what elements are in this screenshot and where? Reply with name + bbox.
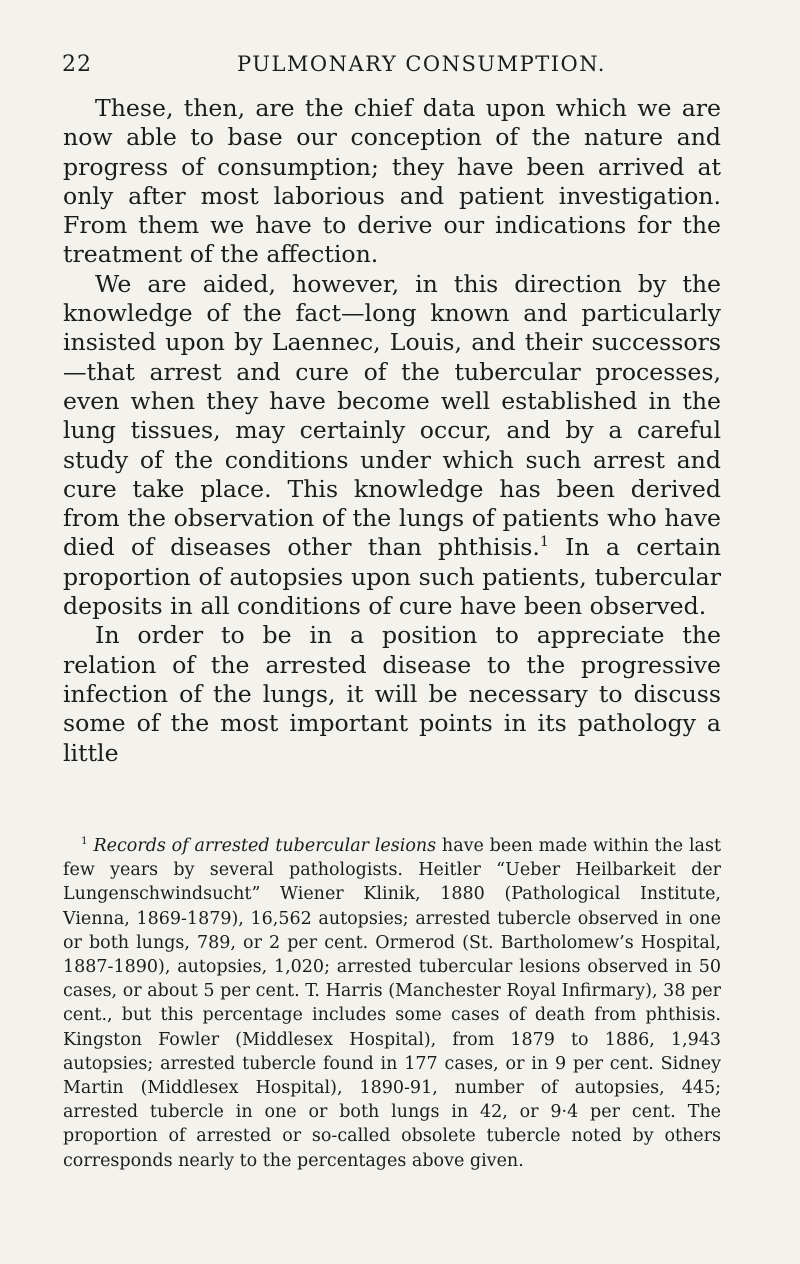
page-header: [62, 52, 722, 82]
main-text: [63, 94, 721, 768]
paragraph-3: In order to be in a position to appreciate the relation of the arrested disease to the progressive infection of the lungs, it will be necessary to discuss some of the most important points in its pathology a little: [63, 621, 721, 767]
paragraph-2: [63, 270, 721, 622]
page-number: 22: [62, 52, 92, 77]
footnote-marker: 1: [81, 835, 88, 848]
footnote-text: have been made within the last few years by several pathologists. Heitler “Ueber Heilbarkeit der Lungenschwindsucht” Wiener Klinik, 1880 (Pathological Institute, Vienna, 1869-1879), 16,562 autopsies; arrested tubercle observed in one or both lungs, 789, or 2 per cent. Ormerod (St. Bartholomew’s Hospital, 1887-1890), autopsies, 1,020; arrested tubercular lesions observed in 50 cases, or about 5 per cent. T. Harris (Manchester Royal Infirmary), 38 per cent., but this percentage includes some cases of death from phthisis. Kingston Fowler (Middlesex Hospital), from 1879 to 1886, 1,943 autopsies; arrested tubercle found in 177 cases, or in 9 per cent. Sidney Martin (Middlesex Hospital), 1890-91, number of autopsies, 445; arrested tubercle in one or both lungs in 42, or 9·4 per cent. The proportion of arrested or so-called obsolete tubercle noted by others corresponds nearly to the percentages above given.: [63, 836, 721, 1171]
footnote-italic-lead: Records of arrested tubercular lesions: [93, 836, 437, 856]
paragraph-2-text: We are aided, however, in this direction by the knowledge of the fact—long known and particularly insisted upon by Laennec, Louis, and their successors—that arrest and cure of the tubercular processes, even when they have become well established in the lung tissues, may certainly occur, and by a careful study of the conditions under which such arrest and cure take place. This knowledge has been derived from the observation of the lungs of patients who have died of diseases other than phthisis.: [63, 269, 721, 562]
footnote-reference: 1: [539, 534, 549, 551]
footnote-block: [63, 834, 721, 1173]
footnote-1: [63, 834, 721, 1173]
running-title: PULMONARY CONSUMPTION.: [237, 52, 606, 76]
paragraph-2-tail: In a certain proportion of autopsies upon such patients, tubercular deposits in all conditions of cure have been observed.: [63, 533, 721, 621]
paragraph-1: These, then, are the chief data upon which we are now able to base our conception of the nature and progress of consumption; they have been arrived at only after most laborious and patient investigation. From them we have to derive our indications for the treatment of the affection.: [63, 94, 721, 269]
